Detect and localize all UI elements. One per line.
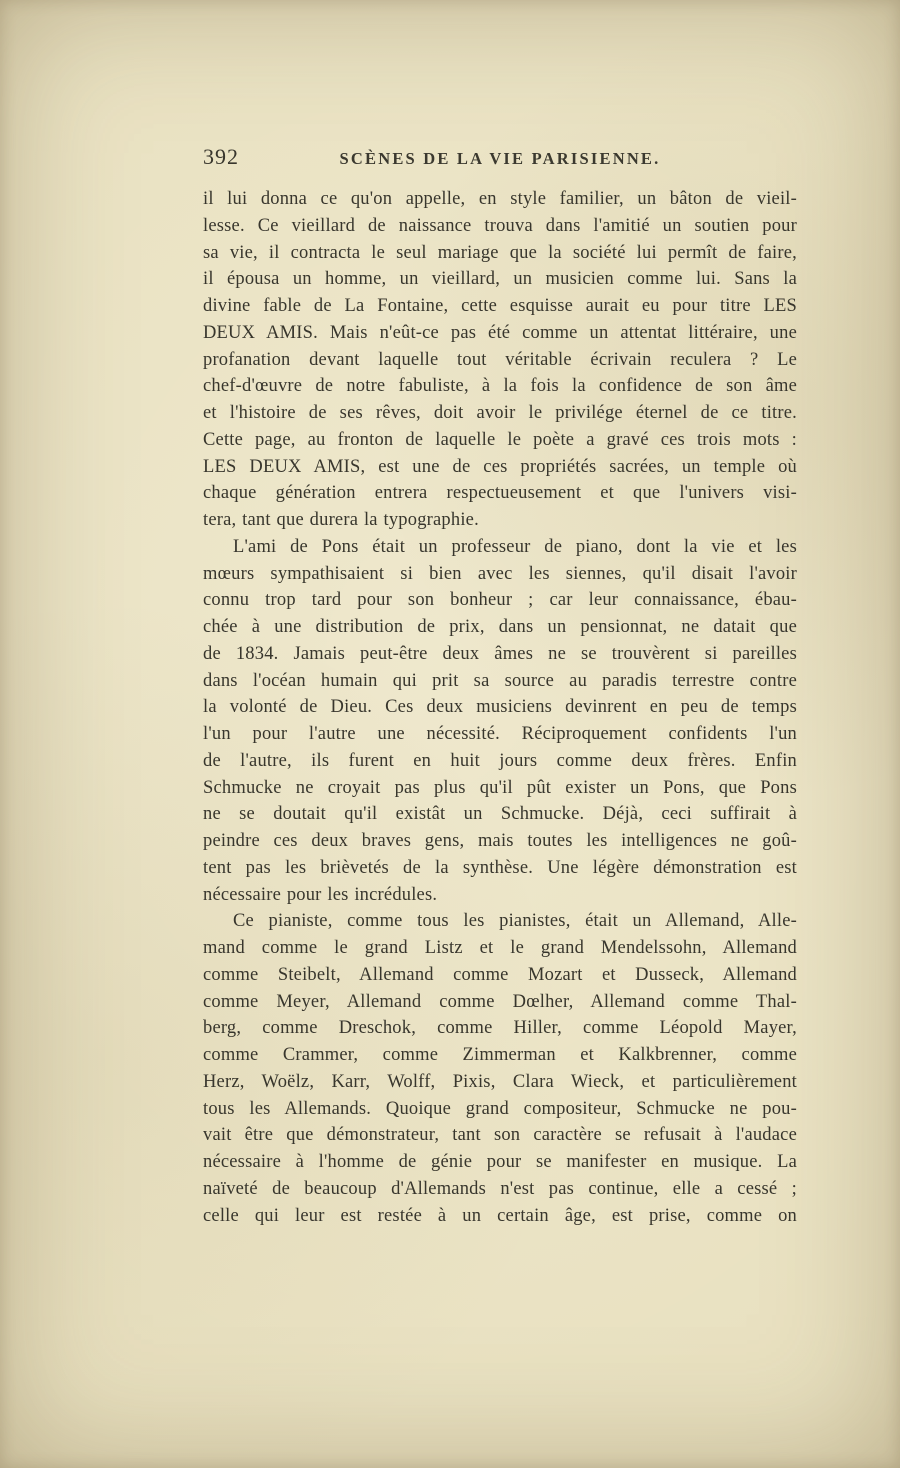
text-line: comme Crammer, comme Zimmerman et Kalkbrenner, comme (203, 1045, 797, 1065)
text-line: naïveté de beaucoup d'Allemands n'est pas continue, elle a cessé ; (203, 1178, 797, 1199)
text-line: la volonté de Dieu. Ces deux musiciens devinrent en peu de temps (203, 697, 797, 718)
text-block (203, 186, 797, 1229)
text-line: de 1834. Jamais peut-être deux âmes ne se trouvèrent si pareilles (203, 643, 797, 664)
text-line: l'un pour l'autre une nécessité. Réciproquement confidents l'un (203, 724, 797, 744)
text-line: Schmucke ne croyait pas plus qu'il pût exister un Pons, que Pons (203, 777, 797, 798)
text-line: ne se doutait qu'il existât un Schmucke. Déjà, ceci suffirait à (203, 804, 797, 825)
text-line: chée à une distribution de prix, dans un pensionnat, ne datait que (203, 617, 797, 637)
text-line: Ce pianiste, comme tous les pianistes, était un Allemand, Alle- (233, 911, 797, 932)
page-number: 392 (203, 144, 239, 169)
text-line: vait être que démonstrateur, tant son caractère se refusait à l'audace (203, 1125, 797, 1146)
text-line: mœurs sympathisaient si bien avec les siennes, qu'il disait l'avoir (203, 563, 797, 584)
text-line: il lui donna ce qu'on appelle, en style familier, un bâton de vieil- (203, 189, 797, 209)
text-line: tous les Allemands. Quoique grand compositeur, Schmucke ne pou- (203, 1098, 797, 1119)
text-line: L'ami de Pons était un professeur de piano, dont la vie et les (233, 536, 797, 557)
text-line: LES DEUX AMIS, est une de ces propriétés sacrées, un temple où (203, 456, 797, 477)
text-line: celle qui leur est restée à un certain âge, est prise, comme on (203, 1205, 797, 1226)
text-line: il épousa un homme, un vieillard, un musicien comme lui. Sans la (203, 269, 797, 290)
text-line: chef-d'œuvre de notre fabuliste, à la fois la confidence de son âme (203, 376, 797, 397)
text-line: Cette page, au fronton de laquelle le poète a gravé ces trois mots : (203, 429, 797, 450)
page-header (203, 144, 797, 176)
text-line: DEUX AMIS. Mais n'eût-ce pas été comme un attentat littéraire, une (203, 322, 797, 343)
running-title: SCÈNES DE LA VIE PARISIENNE. (339, 149, 661, 168)
text-line: peindre ces deux braves gens, mais toutes les intelligences ne goû- (203, 831, 797, 851)
text-line: divine fable de La Fontaine, cette esquisse aurait eu pour titre LES (203, 296, 797, 316)
text-line: tera, tant que durera la typographie. (203, 510, 479, 530)
text-line: nécessaire pour les incrédules. (203, 884, 438, 905)
text-line: mand comme le grand Listz et le grand Mendelssohn, Allemand (203, 938, 797, 958)
text-line: dans l'océan humain qui prit sa source au paradis terrestre contre (203, 670, 797, 691)
text-line: comme Meyer, Allemand comme Dœlher, Allemand comme Thal- (203, 991, 797, 1012)
text-line: tent pas les brièvetés de la synthèse. Une légère démonstration est (203, 857, 797, 878)
text-line: nécessaire à l'homme de génie pour se manifester en musique. La (203, 1152, 797, 1172)
text-line: profanation devant laquelle tout véritable écrivain reculera ? Le (203, 349, 797, 370)
text-line: Herz, Woëlz, Karr, Wolff, Pixis, Clara Wieck, et particulièrement (203, 1071, 797, 1092)
text-line: de l'autre, ils furent en huit jours comme deux frères. Enfin (203, 750, 797, 771)
text-line: lesse. Ce vieillard de naissance trouva dans l'amitié un soutien pour (203, 215, 797, 236)
text-line: berg, comme Dreschok, comme Hiller, comme Léopold Mayer, (203, 1018, 797, 1039)
text-line: et l'histoire de ses rêves, doit avoir le privilége éternel de ce titre. (203, 403, 797, 423)
text-line: connu trop tard pour son bonheur ; car leur connaissance, ébau- (203, 590, 797, 611)
text-line: chaque génération entrera respectueusement et que l'univers visi- (203, 483, 797, 504)
text-line: comme Steibelt, Allemand comme Mozart et Dusseck, Allemand (203, 964, 797, 985)
text-line: sa vie, il contracta le seul mariage que la société lui permît de faire, (203, 242, 797, 263)
